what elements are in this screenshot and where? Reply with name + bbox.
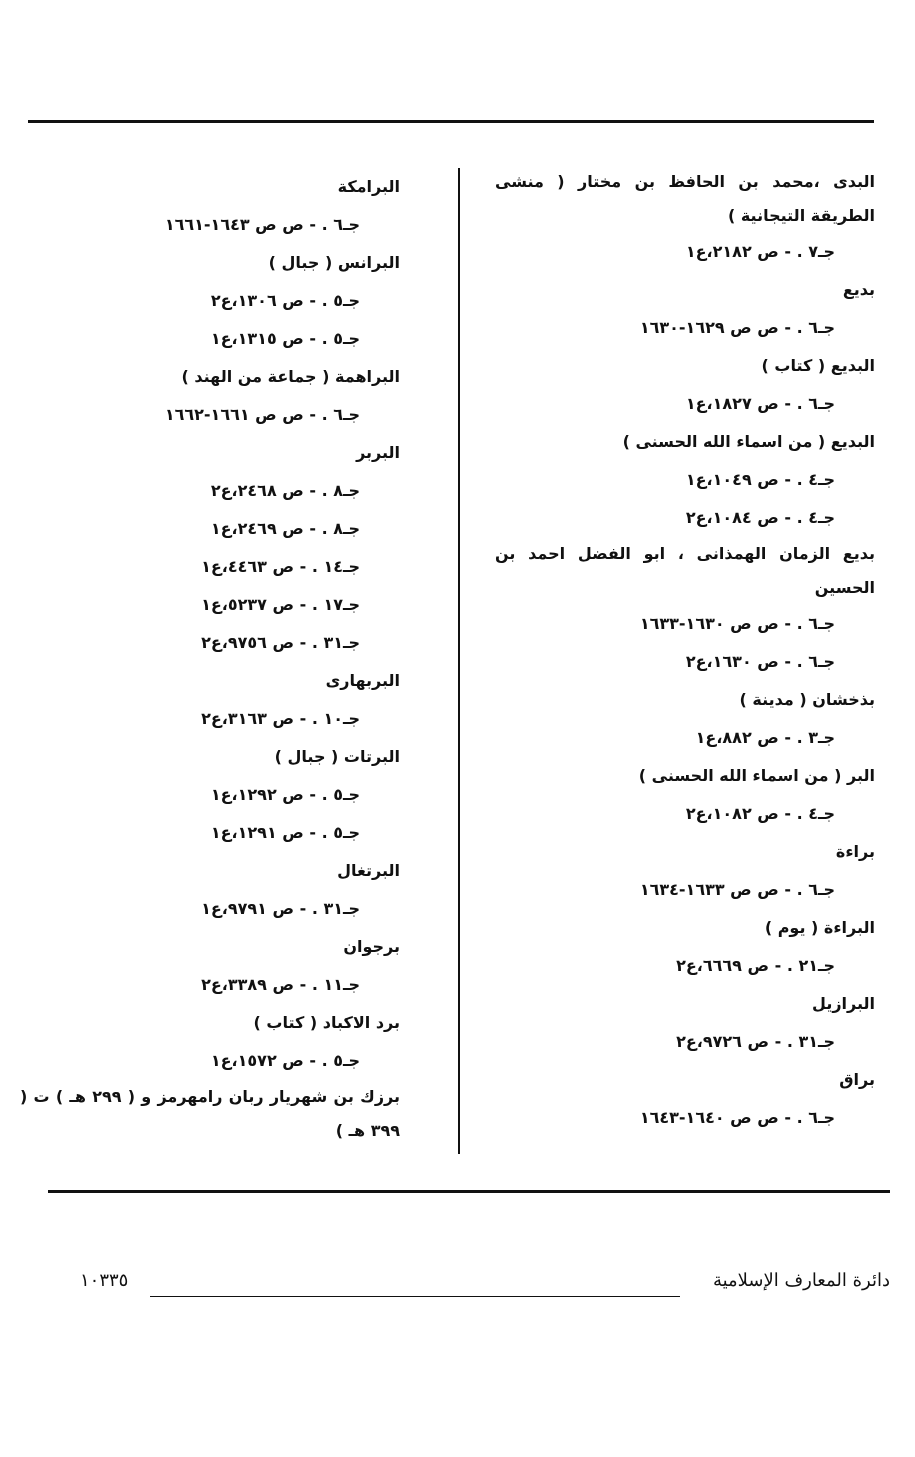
entry-heading: البديع ( من اسماء الله الحسنى ) — [622, 432, 875, 451]
entry-reference: جـ٦ . - ص ص ١٦٤٠-١٦٤٣ — [639, 1108, 835, 1127]
entry-heading: برزك بن شهريار ربان رامهرمز و ( ٢٩٩ هـ ) ت ( ٣٩٩ هـ ) — [20, 1087, 401, 1140]
page-footer — [80, 1270, 890, 1310]
entry-heading: البربر — [356, 443, 400, 462]
right-column — [495, 165, 875, 1137]
entry-reference: جـ١١ . - ص ٣٣٨٩،ع٢ — [201, 975, 360, 994]
entry-reference: جـ٦ . - ص ص ١٦٦١-١٦٦٢ — [164, 405, 360, 424]
entry-reference: جـ٣١ . - ص ٩٧٥٦،ع٢ — [201, 633, 360, 652]
entry-reference: جـ٦ . - ص ١٨٢٧،ع١ — [685, 394, 835, 413]
entry-reference: جـ٣ . - ص ٨٨٢،ع١ — [695, 728, 835, 747]
entry-reference: جـ٧ . - ص ٢١٨٢،ع١ — [685, 242, 835, 261]
entry-reference: جـ٦ . - ص ص ١٦٣٣-١٦٣٤ — [639, 880, 835, 899]
entry-heading: بديع الزمان الهمذانى ، ابو الفضل احمد بن الحسين — [495, 544, 875, 597]
entry-reference: جـ٥ . - ص ١٢٩٢،ع١ — [210, 785, 360, 804]
entry-reference: جـ٨ . - ص ٢٤٦٨،ع٢ — [210, 481, 360, 500]
entry-reference: جـ٣١ . - ص ٩٧٢٦،ع٢ — [676, 1032, 835, 1051]
entry-heading: برد الاكباد ( كتاب ) — [253, 1013, 400, 1032]
top-rule — [28, 120, 874, 123]
entry-reference: جـ١٤ . - ص ٤٤٦٣،ع١ — [201, 557, 360, 576]
entry-heading: البرانس ( جبال ) — [268, 253, 400, 272]
entry-heading: البرتات ( جبال ) — [274, 747, 400, 766]
entry-heading: البراءة ( يوم ) — [764, 918, 875, 937]
entry-reference: جـ١٧ . - ص ٥٢٣٧،ع١ — [201, 595, 360, 614]
entry-reference: جـ٦ . - ص ص ١٦٢٩-١٦٣٠ — [639, 318, 835, 337]
entry-heading: بذخشان ( مدينة ) — [739, 690, 875, 709]
entry-heading: البرامكة — [337, 177, 400, 196]
entry-reference: جـ٤ . - ص ١٠٨٤،ع٢ — [685, 508, 835, 527]
bottom-rule — [48, 1190, 890, 1193]
entry-heading: البر ( من اسماء الله الحسنى ) — [638, 766, 875, 785]
entry-reference: جـ٣١ . - ص ٩٧٩١،ع١ — [201, 899, 360, 918]
entry-reference: جـ٦ . - ص ص ١٦٣٠-١٦٣٣ — [639, 614, 835, 633]
entry-reference: جـ١٠ . - ص ٣١٦٣،ع٢ — [201, 709, 360, 728]
entry-reference: جـ٥ . - ص ١٣١٥،ع١ — [210, 329, 360, 348]
footer-title: دائرة المعارف الإسلامية — [712, 1270, 890, 1291]
entry-reference: جـ٥ . - ص ١٢٩١،ع١ — [210, 823, 360, 842]
left-column — [20, 168, 400, 1148]
entry-heading: البرتغال — [337, 861, 400, 880]
entry-reference: جـ٨ . - ص ٢٤٦٩،ع١ — [210, 519, 360, 538]
entry-heading: البرازيل — [812, 994, 875, 1013]
entry-heading: البراهمة ( جماعة من الهند ) — [181, 367, 400, 386]
page-number: ١٠٣٣٥ — [80, 1270, 129, 1291]
entry-reference: جـ٦ . - ص ص ١٦٤٣-١٦٦١ — [164, 215, 360, 234]
entry-heading: براق — [839, 1070, 875, 1089]
entry-heading: البدى ،محمد بن الحافظ بن مختار ( منشى الطريقة التيجانية ) — [495, 172, 875, 225]
entry-heading: البديع ( كتاب ) — [761, 356, 875, 375]
column-divider — [458, 168, 460, 1154]
entry-heading: برجوان — [343, 937, 400, 956]
entry-heading: براءة — [835, 842, 875, 861]
entry-reference: جـ٤ . - ص ١٠٤٩،ع١ — [685, 470, 835, 489]
footer-line — [150, 1296, 680, 1297]
entry-reference: جـ٥ . - ص ١٣٠٦،ع٢ — [210, 291, 360, 310]
entry-reference: جـ٢١ . - ص ٦٦٦٩،ع٢ — [676, 956, 835, 975]
entry-reference: جـ٦ . - ص ١٦٣٠،ع٢ — [685, 652, 835, 671]
entry-heading: بديع — [842, 280, 875, 299]
entry-reference: جـ٥ . - ص ١٥٧٢،ع١ — [210, 1051, 360, 1070]
entry-reference: جـ٤ . - ص ١٠٨٢،ع٢ — [685, 804, 835, 823]
entry-heading: البربهارى — [325, 671, 400, 690]
